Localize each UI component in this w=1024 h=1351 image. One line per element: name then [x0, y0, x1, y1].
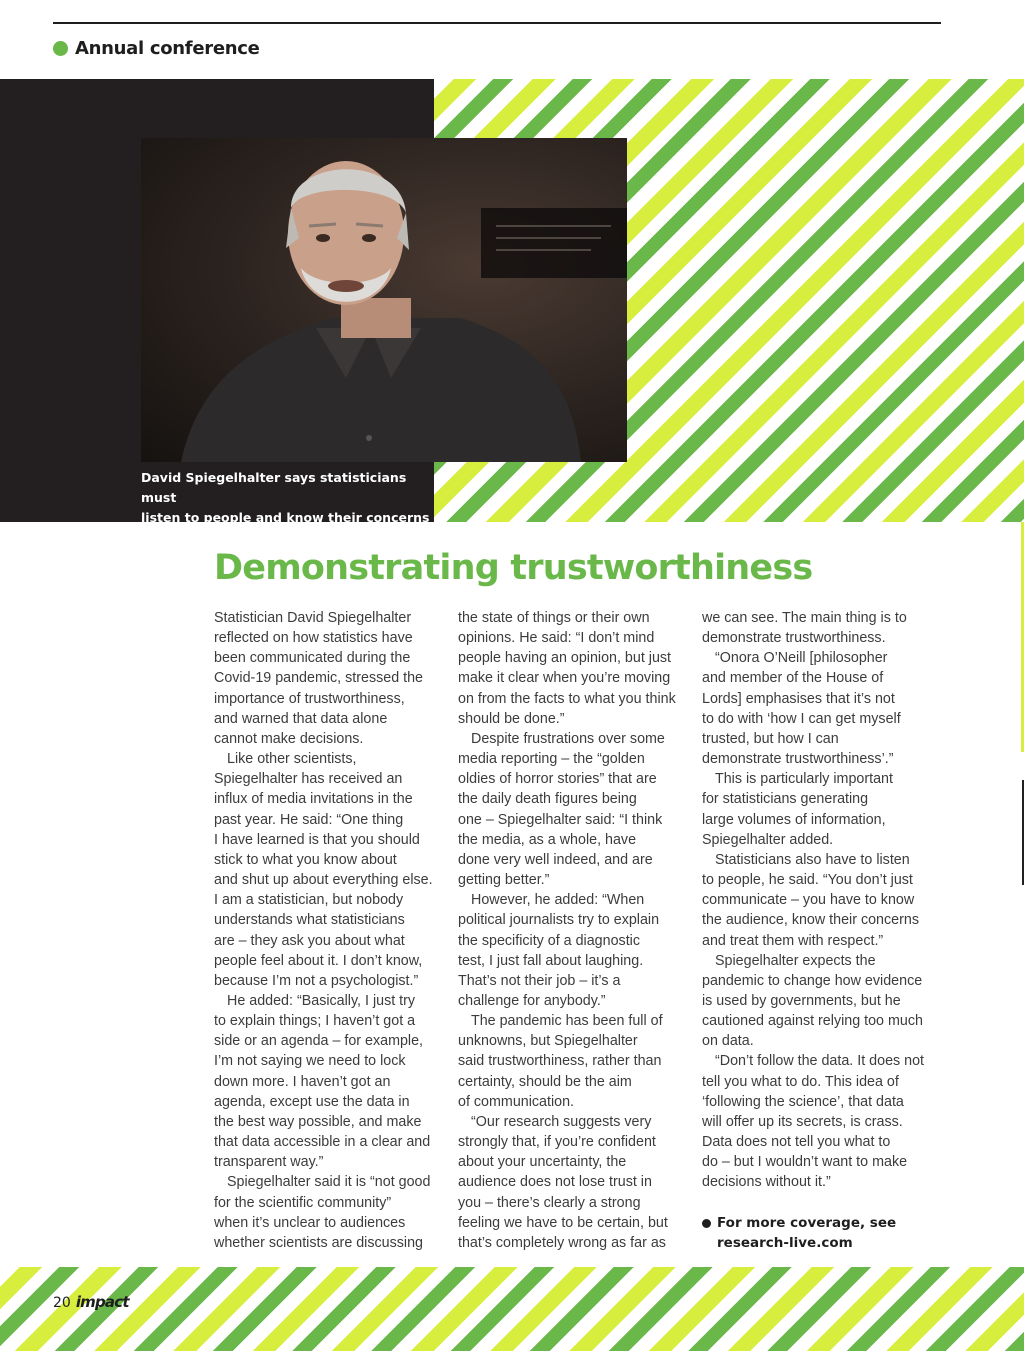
article-text-line: “Onora O’Neill [philosopher — [715, 650, 888, 667]
more-coverage-note — [702, 1213, 896, 1253]
section-label — [53, 38, 260, 59]
article-text-line: unknowns, but Spiegelhalter — [458, 1033, 638, 1050]
article-text-line: that’s completely wrong as far as — [458, 1234, 666, 1251]
article-text-line: certainty, should be the aim — [458, 1073, 632, 1090]
footer-stripe-pattern — [0, 1267, 1024, 1351]
article-text-line: to explain things; I haven’t got a — [214, 1013, 416, 1030]
article-text-line: I have learned is that you should — [214, 831, 420, 848]
portrait-photo — [141, 138, 627, 462]
article-text-line: the best way possible, and make — [214, 1113, 422, 1130]
article-text-line: Spiegelhalter added. — [702, 831, 834, 848]
photo-caption — [141, 468, 431, 528]
article-text-line: pandemic to change how evidence — [702, 972, 923, 989]
article-text-line: opinions. He said: “I don’t mind — [458, 630, 655, 647]
page-number: 20 — [53, 1295, 71, 1311]
article-text-line: He added: “Basically, I just try — [227, 992, 416, 1009]
article-text-line: getting better.” — [458, 872, 550, 889]
article-text-line: on data. — [702, 1033, 754, 1050]
article-text-line: Despite frustrations over some — [471, 730, 665, 747]
article-text-line: Covid-19 pandemic, stressed the — [214, 670, 424, 687]
article-text-line: strongly that, if you’re confident — [458, 1134, 656, 1151]
more-coverage-text: For more coverage, see — [717, 1215, 897, 1231]
bullet-dot-icon — [53, 41, 68, 56]
article-text-line: people feel about it. I don’t know, — [214, 952, 423, 969]
article-text-line: Statisticians also have to listen — [715, 851, 910, 868]
article-text-line: agenda, except use the data in — [214, 1093, 410, 1110]
article-text-line: Spiegelhalter expects the — [715, 952, 876, 969]
article-text-line: ‘following the science’, that data — [702, 1093, 904, 1110]
article-text-line: “Our research suggests very — [471, 1113, 652, 1130]
article-text-line: audience does not lose trust in — [458, 1174, 652, 1191]
article-text-line: you – there’s clearly a strong — [458, 1194, 641, 1211]
article-text-line: oldies of horror stories” that are — [458, 771, 657, 788]
bullet-dot-icon — [702, 1219, 711, 1228]
article-text-line: cautioned against relying too much — [702, 1013, 923, 1030]
article-text-line: This is particularly important — [715, 771, 893, 788]
article-text-line: will offer up its secrets, is crass. — [702, 1113, 903, 1130]
article-text-line: influx of media invitations in the — [214, 791, 413, 808]
article-text-line: said trustworthiness, rather than — [458, 1053, 662, 1070]
portrait-illustration — [141, 138, 627, 462]
article-text-line: is used by governments, but he — [702, 992, 901, 1009]
article-text-line: demonstrate trustworthiness’.” — [702, 751, 894, 768]
article-text-line: and warned that data alone — [214, 710, 388, 727]
article-text-line: Statistician David Spiegelhalter — [214, 610, 412, 626]
article-text-line: cannot make decisions. — [214, 730, 364, 747]
article-text-line: I am a statistician, but nobody — [214, 892, 404, 909]
article-text-line: people having an opinion, but just — [458, 650, 672, 667]
section-label-text: Annual conference — [75, 38, 260, 59]
article-text-line: because I’m not a psychologist.” — [214, 972, 419, 989]
article-text-line: Like other scientists, — [227, 751, 357, 768]
article-text-line: and shut up about everything else. — [214, 872, 433, 889]
article-text-line: stick to what you know about — [214, 851, 397, 868]
article-text-line: Lords] emphasises that it’s not — [702, 690, 895, 707]
article-text-line: political journalists try to explain — [458, 912, 660, 929]
article-headline: Demonstrating trustworthiness — [214, 548, 813, 588]
article-text-line: feeling we have to be certain, but — [458, 1214, 668, 1231]
article-text-line: to people, he said. “You don’t just — [702, 872, 913, 889]
more-coverage-link[interactable]: research-live.com — [717, 1235, 853, 1251]
article-text-line: past year. He said: “One thing — [214, 811, 404, 828]
article-text-line: and treat them with respect.” — [702, 932, 884, 949]
article-text-line: challenge for anybody.” — [458, 992, 606, 1009]
article-text-line: the audience, know their concerns — [702, 912, 919, 929]
caption-line: David Spiegelhalter says statisticians must — [141, 470, 407, 505]
article-text-line: importance of trustworthiness, — [214, 690, 405, 707]
article-text-line: we can see. The main thing is to — [702, 610, 907, 626]
article-text-line: That’s not their job – it’s a — [458, 972, 621, 989]
article-text-line: transparent way.” — [214, 1154, 324, 1171]
article-text-line: Spiegelhalter said it is “not good — [227, 1174, 431, 1191]
article-text-line: Data does not tell you what to — [702, 1134, 891, 1151]
article-text-line: large volumes of information, — [702, 811, 886, 828]
article-text-line: do – but I wouldn’t want to make — [702, 1154, 908, 1171]
article-text-line: that data accessible in a clear and — [214, 1134, 431, 1151]
article-text-line: trusted, but how I can — [702, 730, 839, 747]
article-text-line: The pandemic has been full of — [471, 1013, 663, 1030]
article-text-line: on from the facts to what you think — [458, 690, 676, 707]
article-text-line: understands what statisticians — [214, 912, 405, 929]
article-text-line: reflected on how statistics have — [214, 630, 413, 647]
magazine-logo: impact — [75, 1293, 129, 1311]
article-text-line: tell you what to do. This idea of — [702, 1073, 899, 1090]
article-column-1 — [214, 608, 433, 1253]
article-column-3 — [702, 608, 924, 1193]
article-text-line: whether scientists are discussing — [214, 1234, 423, 1251]
article-text-line: been communicated during the — [214, 650, 411, 667]
article-text-line: when it’s unclear to audiences — [214, 1214, 406, 1231]
article-text-line: Spiegelhalter has received an — [214, 771, 403, 788]
article-text-line: side or an agenda – for example, — [214, 1033, 424, 1050]
article-text-line: to do with ‘how I can get myself — [702, 710, 901, 727]
article-text-line: decisions without it.” — [702, 1174, 831, 1191]
article-text-line: “Don’t follow the data. It does not — [715, 1053, 925, 1070]
article-text-line: test, I just fall about laughing. — [458, 952, 644, 969]
article-text-line: down more. I haven’t got an — [214, 1073, 391, 1090]
article-text-line: should be done.” — [458, 710, 565, 727]
article-text-line: However, he added: “When — [471, 892, 645, 909]
article-text-line: the state of things or their own — [458, 610, 650, 626]
article-text-line: about your uncertainty, the — [458, 1154, 627, 1171]
article-text-line: of communication. — [458, 1093, 575, 1110]
article-text-line: the media, as a whole, have — [458, 831, 637, 848]
article-text-line: one – Spiegelhalter said: “I think — [458, 811, 663, 828]
article-text-line: for statisticians generating — [702, 791, 869, 808]
article-text-line: done very well indeed, and are — [458, 851, 653, 868]
caption-line: listen to people and know their concerns — [141, 510, 430, 525]
article-text-line: media reporting – the “golden — [458, 751, 645, 768]
article-text-line: make it clear when you’re moving — [458, 670, 671, 687]
article-text-line: I’m not saying we need to lock — [214, 1053, 406, 1070]
article-text-line: communicate – you have to know — [702, 892, 915, 909]
article-text-line: for the scientific community” — [214, 1194, 392, 1211]
top-rule — [53, 22, 941, 24]
page-folio — [53, 1293, 129, 1311]
article-text-line: the specificity of a diagnostic — [458, 932, 640, 949]
article-text-line: are – they ask you about what — [214, 932, 405, 949]
article-text-line: and member of the House of — [702, 670, 884, 687]
article-text-line: demonstrate trustworthiness. — [702, 630, 886, 647]
article-column-2 — [458, 608, 676, 1253]
article-text-line: the daily death figures being — [458, 791, 637, 808]
